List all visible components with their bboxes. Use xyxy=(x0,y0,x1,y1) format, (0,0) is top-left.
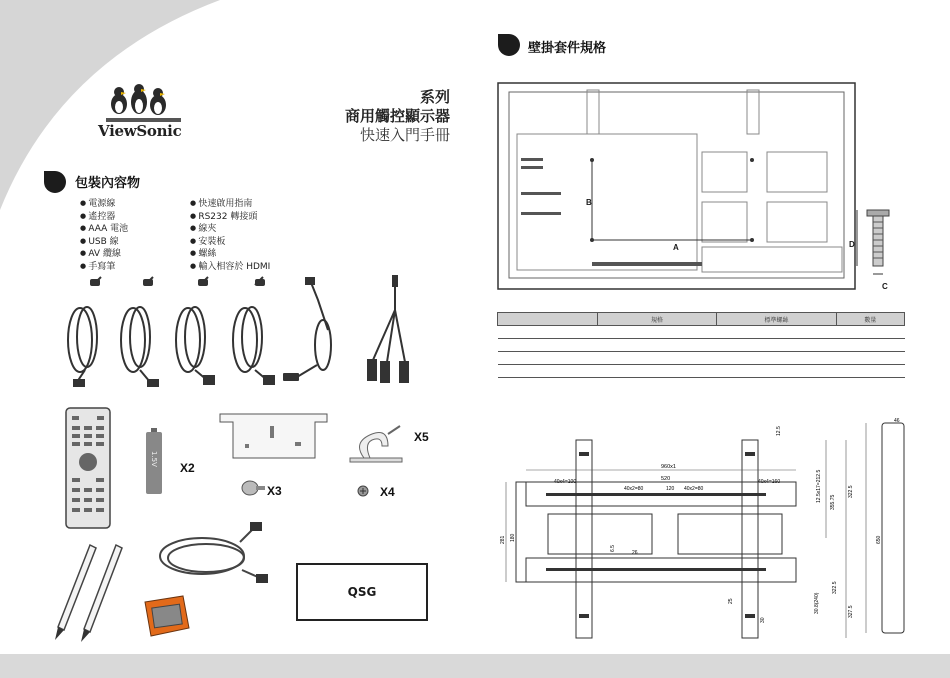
table-cell xyxy=(498,352,598,365)
dim-120: 120 xyxy=(666,486,675,492)
list-item: ● USB 線 xyxy=(80,236,128,249)
dimension-a: A xyxy=(673,243,679,252)
list-item: ● 電源線 xyxy=(80,198,128,211)
dim-12-5: 12.5 xyxy=(776,426,782,436)
power-cord-icon xyxy=(121,277,153,382)
wall-mount-spec-table xyxy=(497,312,905,378)
dimension-b: B xyxy=(586,198,592,207)
clip-qty: X5 xyxy=(414,430,429,444)
cables-illustration xyxy=(55,275,425,390)
display-back-diagram xyxy=(497,82,907,290)
table-cell xyxy=(717,339,837,352)
av-cable-icon xyxy=(373,280,405,362)
dim-12-5x17: 12.5x17=212.5 xyxy=(816,469,822,503)
package-list-2 xyxy=(190,198,270,273)
small-screw-qty: X4 xyxy=(380,485,395,499)
list-item: ● 遙控器 xyxy=(80,211,128,224)
table-cell xyxy=(836,339,904,352)
list-item: ● 螺絲 xyxy=(190,248,270,261)
bracket-drawing xyxy=(496,418,914,640)
dim-40x2-80-left: 40x2=80 xyxy=(624,486,644,492)
table-row xyxy=(498,352,905,365)
battery-icon xyxy=(146,432,162,494)
list-item: ● AV 纜線 xyxy=(80,248,128,261)
title-guide: 快速入門手冊 xyxy=(359,126,450,144)
small-screw-icon xyxy=(356,484,370,498)
stylus-pens-icon xyxy=(50,540,130,645)
rs232-adapter-icon xyxy=(135,592,195,642)
dim-520: 520 xyxy=(661,476,671,482)
table-row xyxy=(498,365,905,378)
dim-30-8: 30.8(240) xyxy=(814,592,820,614)
list-item: ● RS232 轉接頭 xyxy=(190,211,270,224)
table-cell xyxy=(836,352,904,365)
table-cell xyxy=(836,365,904,378)
dim-650: 650 xyxy=(876,535,882,544)
dimension-d: D xyxy=(849,240,855,249)
battery-qty: X2 xyxy=(180,461,195,475)
usb-cable-icon xyxy=(297,280,331,377)
power-cord-icon xyxy=(68,277,101,385)
table-cell xyxy=(597,326,717,339)
qsg-label: QSG xyxy=(347,585,377,599)
dim-25: 25 xyxy=(728,598,734,604)
qsg-box xyxy=(296,563,428,621)
table-cell xyxy=(498,365,598,378)
table-header: 標準螺絲 xyxy=(717,313,837,326)
wall-mount-heading: 壁掛套件規格 xyxy=(528,41,607,56)
mounting-plate-icon xyxy=(215,408,335,468)
table-cell xyxy=(498,339,598,352)
battery-voltage: 1.5V xyxy=(150,451,158,467)
title-series: 系列 xyxy=(419,88,450,106)
table-cell xyxy=(597,365,717,378)
list-item: ● 輸入相容於 HDMI xyxy=(190,261,270,274)
title-product: 商用觸控顯示器 xyxy=(344,107,450,125)
table-cell xyxy=(836,326,904,339)
dim-180: 180 xyxy=(510,533,516,542)
table-cell xyxy=(597,352,717,365)
screw-icon xyxy=(240,478,266,500)
dim-960: 960x1 xyxy=(661,464,676,470)
table-cell xyxy=(498,326,598,339)
dim-40x4-160: 40x4=160 xyxy=(758,479,781,485)
section-bullet-icon xyxy=(44,171,66,193)
remote-control-icon xyxy=(64,406,112,530)
document-title xyxy=(300,88,450,145)
dim-40x2-80-right: 40x2=80 xyxy=(684,486,704,492)
table-cell xyxy=(717,365,837,378)
dimension-c: C xyxy=(882,282,888,291)
list-item: ● AAA 電池 xyxy=(80,223,128,236)
bottom-band xyxy=(0,654,950,678)
list-item: ● 快速啟用指南 xyxy=(190,198,270,211)
table-header: 數量 xyxy=(836,313,904,326)
table-header-row xyxy=(498,313,905,326)
dim-6-5: 6.5 xyxy=(610,545,616,552)
screw-qty: X3 xyxy=(267,484,282,498)
table-row xyxy=(498,339,905,352)
package-heading: 包裝內容物 xyxy=(75,176,141,191)
section-bullet-icon xyxy=(498,34,520,56)
power-cord-icon xyxy=(176,277,208,380)
hdmi-cable-icon xyxy=(150,520,270,590)
list-item: ● 安裝板 xyxy=(190,236,270,249)
cable-clip-icon xyxy=(342,418,410,464)
table-cell xyxy=(597,339,717,352)
dim-30: 30 xyxy=(760,617,766,623)
package-list-1 xyxy=(80,198,128,273)
list-item: ● 手寫筆 xyxy=(80,261,128,274)
dim-322-5-top: 322.5 xyxy=(848,485,854,498)
table-header: 規格 xyxy=(597,313,717,326)
battery-terminal xyxy=(151,428,157,432)
table-header xyxy=(498,313,598,326)
dim-46: 46 xyxy=(894,418,900,424)
power-cord-icon xyxy=(233,277,267,380)
dim-327-5: 327.5 xyxy=(848,605,854,618)
table-row xyxy=(498,326,905,339)
brand-name: ViewSonic xyxy=(98,122,182,140)
list-item: ● 線夾 xyxy=(190,223,270,236)
dim-322-5-bottom: 322.5 xyxy=(832,581,838,594)
dim-26: 26 xyxy=(632,550,638,556)
table-cell xyxy=(717,352,837,365)
dim-281: 281 xyxy=(500,535,506,544)
dim-355-75: 355.75 xyxy=(830,494,836,510)
table-cell xyxy=(717,326,837,339)
dim-40x4-100: 40x4=100 xyxy=(554,479,577,485)
